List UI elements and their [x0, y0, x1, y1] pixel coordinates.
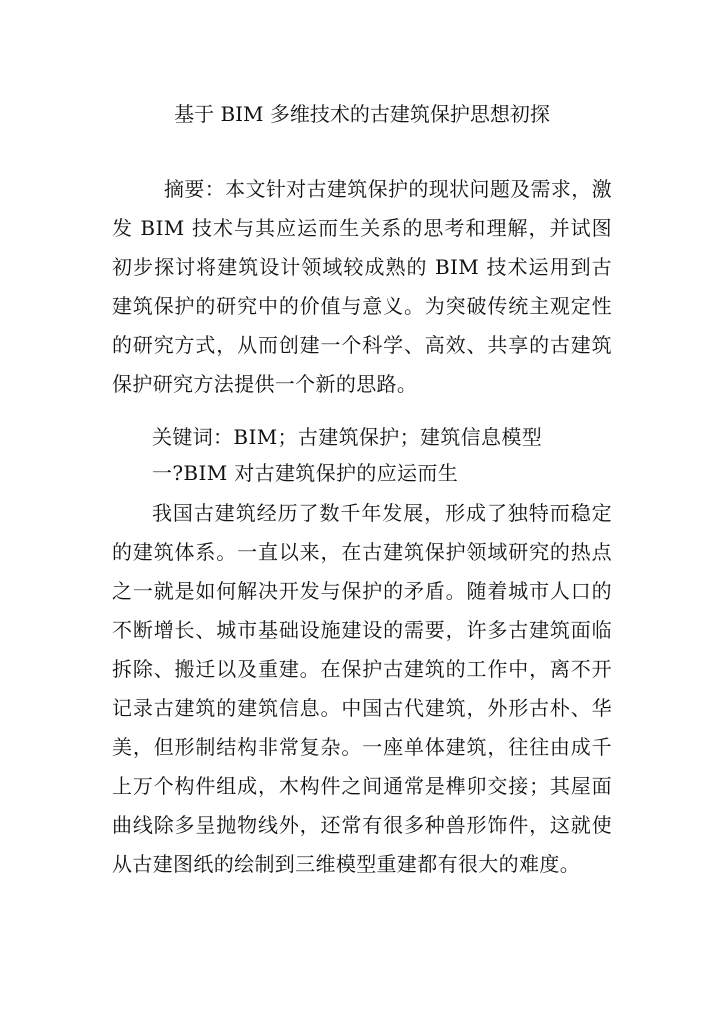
keywords-line: 关键词：BIM；古建筑保护；建筑信息模型 — [152, 425, 543, 449]
document-title: 基于 BIM 多维技术的古建筑保护思想初探 — [174, 102, 550, 126]
section-heading: 一?BIM 对古建筑保护的应运而生 — [152, 461, 459, 485]
abstract-paragraph: 摘要：本文针对古建筑保护的现状问题及需求，激发 BIM 技术与其应运而生关系的思考和理解，并试图初步探讨将建筑设计领域较成熟的 BIM 技术运用到古建筑保护的研究中的价值与意义。为突破传统主观定性的研究方式，从而创建一个科学、高效、共享的古建筑保护研究方法提供一个新的思路。 — [112, 177, 612, 396]
body-paragraph: 我国古建筑经历了数千年发展，形成了独特而稳定的建筑体系。一直以来，在古建筑保护领域研究的热点之一就是如何解决开发与保护的矛盾。随着城市人口的不断增长、城市基础设施建设的需要，许多古建筑面临拆除、搬迁以及重建。在保护古建筑的工作中，离不开记录古建筑的建筑信息。中国古代建筑，外形古朴、华美，但形制结构非常复杂。一座单体建筑，往往由成千上万个构件组成，木构件之间通常是榫卯交接；其屋面曲线除多呈抛物线外，还常有很多种兽形饰件，这就使从古建图纸的绘制到三维模型重建都有很大的难度。 — [112, 501, 612, 876]
